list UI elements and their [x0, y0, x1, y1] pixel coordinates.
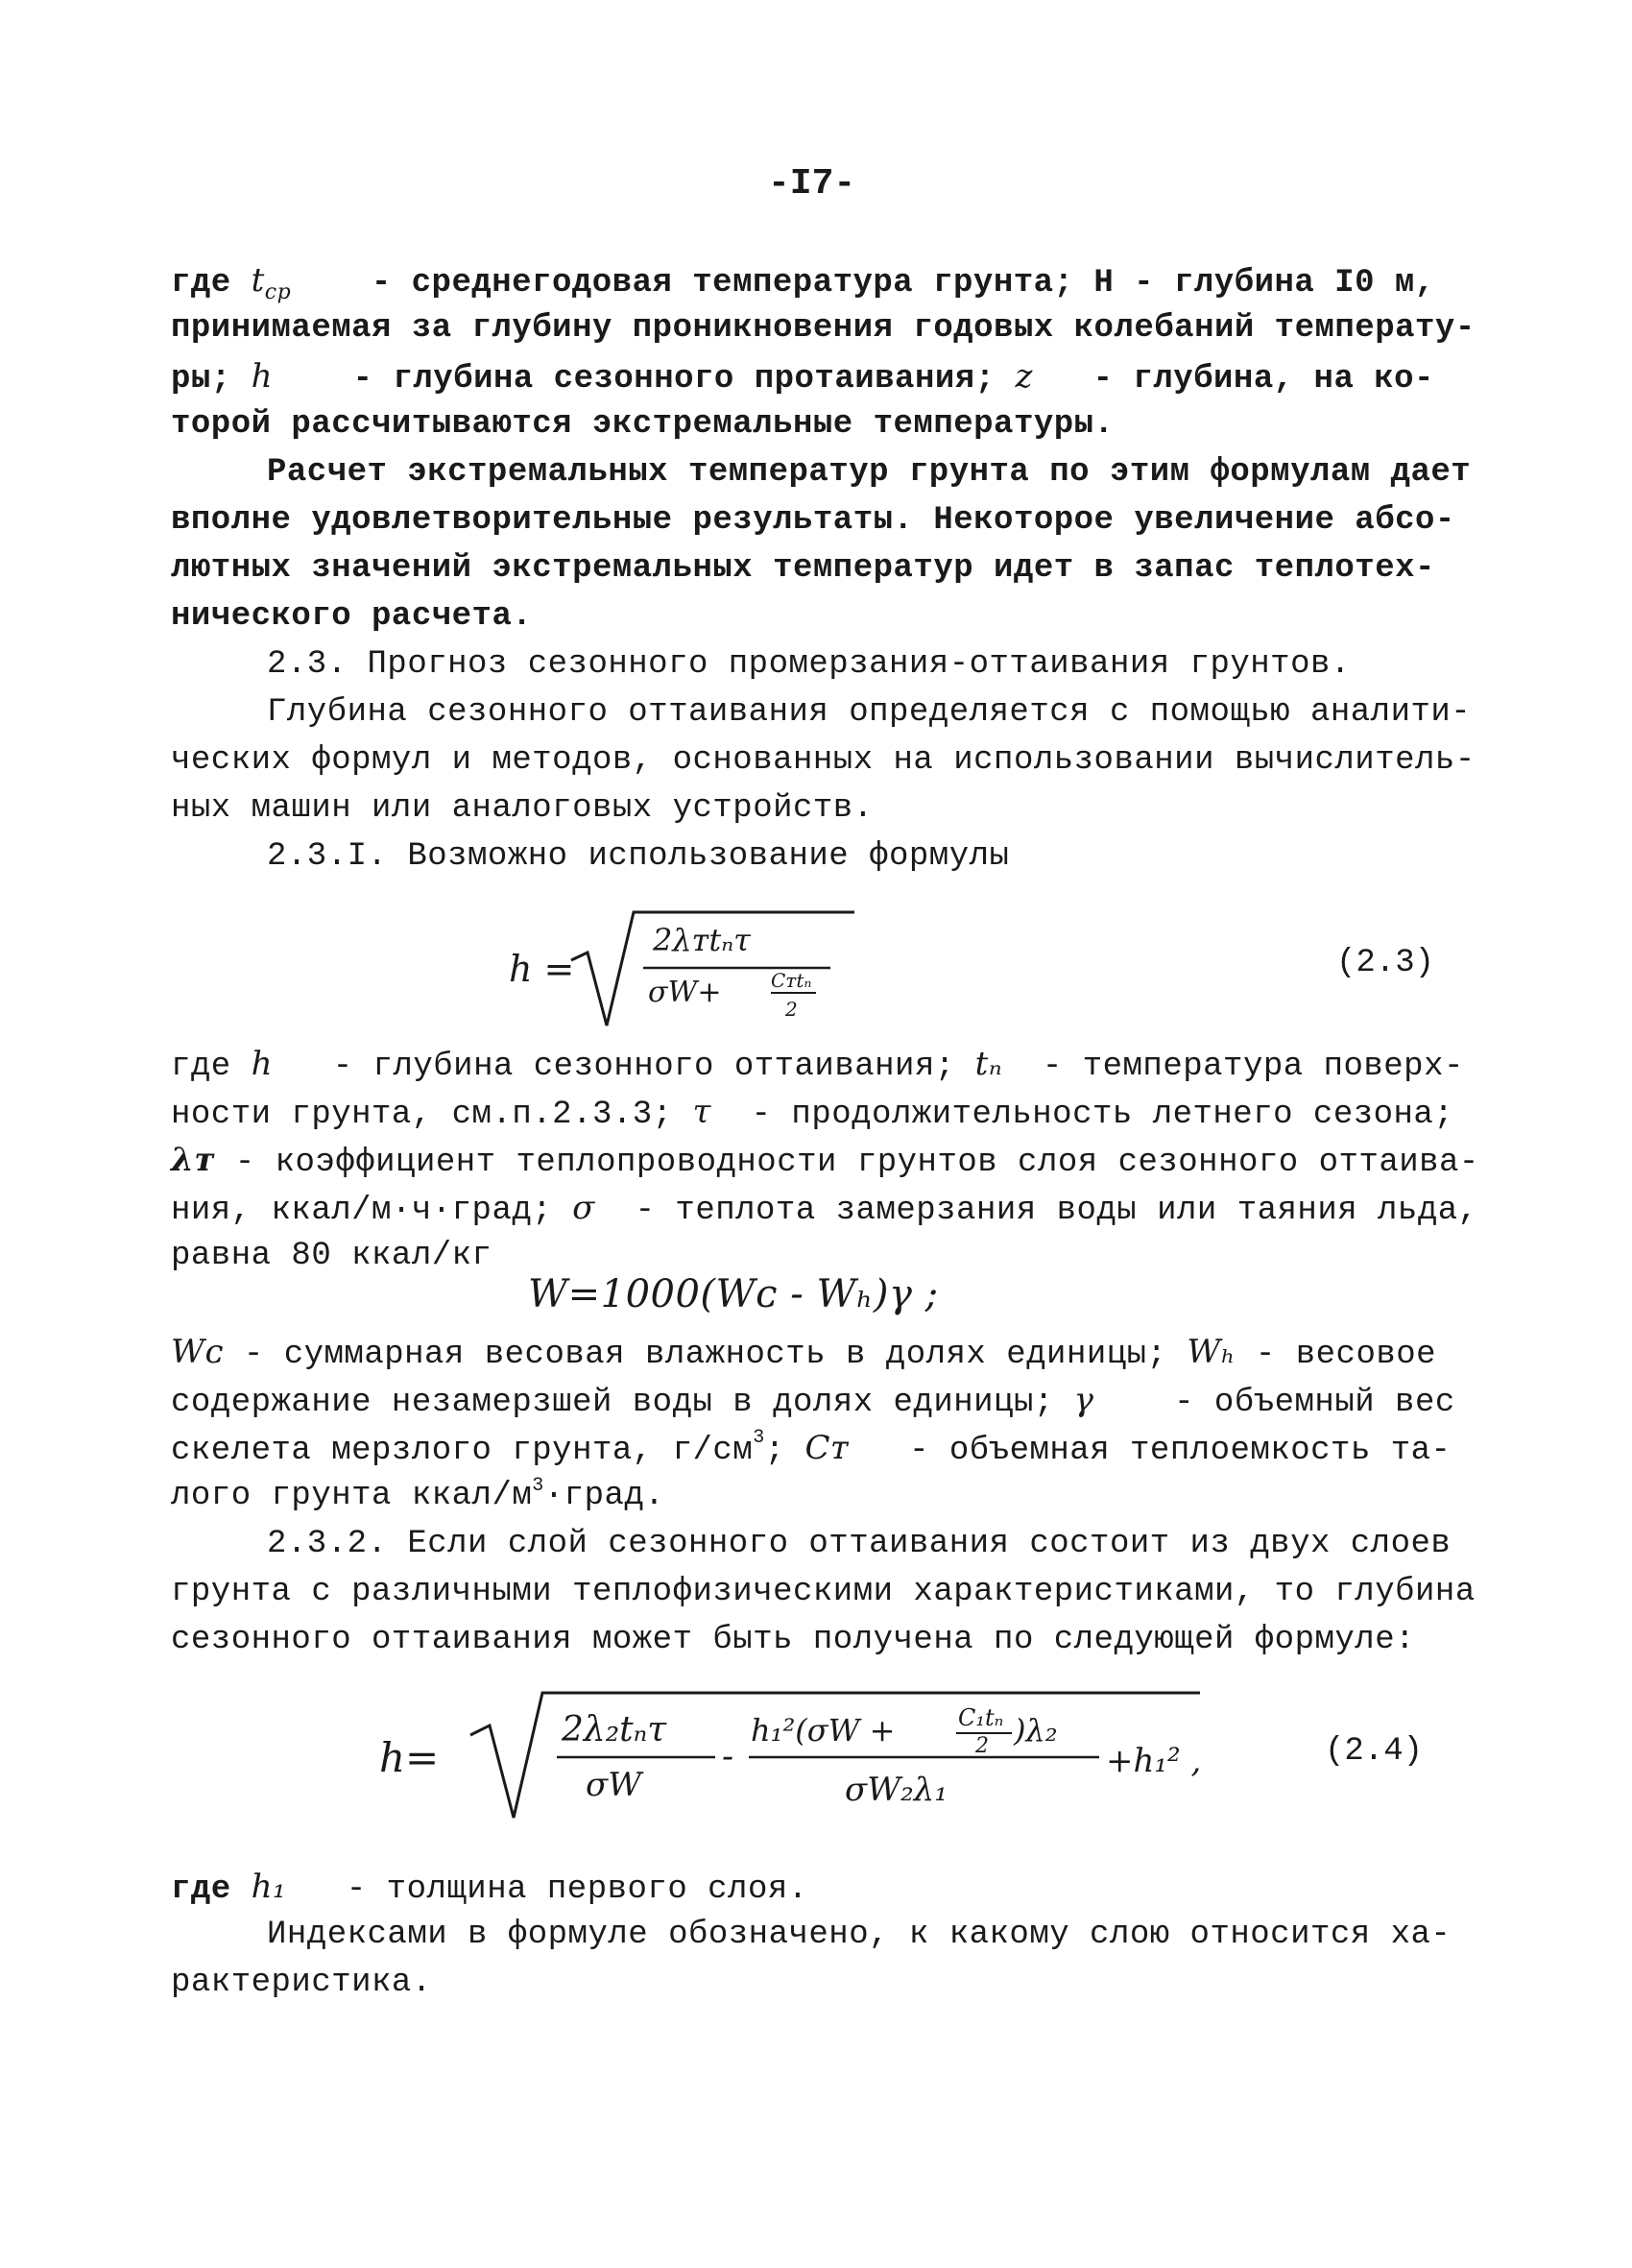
p5-line2: содержание незамерзшей воды в долях единицы; γ - объемный вес: [171, 1381, 1455, 1421]
symbol-wc: Wᴄ: [171, 1333, 224, 1371]
symbol-sigma: σ: [572, 1189, 595, 1227]
svg-text:h₁²(σW +: h₁²(σW +: [751, 1712, 896, 1749]
symbol-tn: tₙ: [974, 1045, 1003, 1083]
p5-line1: Wᴄ - суммарная весовая влажность в долях единицы; Wₕ - весовое: [171, 1333, 1437, 1373]
svg-text:2λ₂tₙτ: 2λ₂tₙτ: [562, 1710, 667, 1749]
p3-line1: Глубина сезонного оттаивания определяется с помощью аналити-: [267, 694, 1472, 731]
p6-line2: Индексами в формуле обозначено, к какому слою относится ха-: [267, 1917, 1452, 1953]
svg-text:-: -: [722, 1737, 734, 1776]
svg-text:2λᴛtₙτ: 2λᴛtₙτ: [653, 922, 751, 958]
svg-text:)λ₂: )λ₂: [1014, 1712, 1058, 1749]
p2-line2: вполне удовлетворительные результаты. Некоторое увеличение абсо-: [171, 502, 1455, 539]
formula-2-3: [499, 893, 883, 1037]
section-2-3-2-line2: грунта с различными теплофизическими характеристиками, то глубина: [171, 1574, 1476, 1610]
p2-line4: нического расчета.: [171, 598, 533, 635]
symbol-tau: τ: [692, 1093, 711, 1131]
p4-line3: λᴛ - коэффициент теплопроводности грунтов слоя сезонного оттаива-: [171, 1141, 1479, 1181]
p2-line1: Расчет экстремальных температур грунта по этим формулам дает: [267, 454, 1472, 491]
symbol-z: z: [1015, 357, 1033, 396]
page-number: -I7-: [768, 163, 856, 205]
p4-line4: ния, ккал/м·ч·град; σ - теплота замерзания воды или таяния льда,: [171, 1189, 1478, 1229]
section-2-3-heading: 2.3. Прогноз сезонного промерзания-оттаивания грунтов.: [267, 646, 1351, 683]
symbol-h: h: [251, 357, 274, 396]
p3-line2: ческих формул и методов, основанных на использовании вычислитель-: [171, 742, 1476, 779]
svg-text:σW: σW: [586, 1766, 642, 1804]
formula-w: W=1000(Wᴄ - Wₕ)γ ;: [528, 1272, 939, 1316]
p1-line1: где $t_{ср}$ - среднегодовая температура грунта; Н - глубина I0 м,: [171, 261, 1435, 304]
svg-text:Cᴛtₙ: Cᴛtₙ: [771, 969, 812, 992]
symbol-h1: h₁: [251, 1868, 287, 1906]
symbol-wh: Wₕ: [1187, 1333, 1236, 1371]
p1-line2: принимаемая за глубину проникновения годовых колебаний температу-: [171, 310, 1476, 347]
svg-text:+h₁² ,: +h₁² ,: [1106, 1742, 1202, 1780]
svg-text:h =: h =: [509, 948, 575, 990]
p1-line3: ры; h - глубина сезонного протаивания; z - глубина, на ко-: [171, 357, 1434, 398]
svg-text:C₁tₙ: C₁tₙ: [958, 1704, 1004, 1731]
symbol-ct: Cᴛ: [804, 1429, 850, 1467]
equation-number-2-3: (2.3): [1336, 945, 1435, 981]
svg-text:σW₂λ₁: σW₂λ₁: [845, 1771, 948, 1809]
p5-line4: лого грунта ккал/$м^3\cdot град$.: [171, 1475, 665, 1514]
equation-number-2-4: (2.4): [1325, 1733, 1424, 1770]
p4-line1: где h - глубина сезонного оттаивания; tₙ - температура поверх-: [171, 1045, 1464, 1085]
svg-text:h=: h=: [379, 1734, 440, 1781]
p6-line3: рактеристика.: [171, 1965, 432, 2001]
p2-line3: лютных значений экстремальных температур идет в запас теплотех-: [171, 550, 1435, 587]
svg-text:σW+: σW+: [648, 976, 722, 1009]
p1-line4: торой рассчитываются экстремальные температуры.: [171, 406, 1115, 443]
symbol-gamma: γ: [1073, 1381, 1094, 1419]
section-2-3-2-line3: сезонного оттаивания может быть получена по следующей формуле:: [171, 1622, 1416, 1658]
p4-line5: равна 80 ккал/кг: [171, 1238, 492, 1274]
symbol-h: h: [251, 1045, 274, 1083]
p5-line3: скелета мерзлого грунта, $г/см^3$; Cᴛ - объемная теплоемкость та-: [171, 1427, 1452, 1469]
section-2-3-2-line1: 2.3.2. Если слой сезонного оттаивания состоит из двух слоев: [267, 1526, 1452, 1562]
svg-text:2: 2: [975, 1734, 989, 1758]
symbol-lambda-t: λᴛ: [171, 1141, 215, 1179]
p6-line1: где h₁ - толщина первого слоя.: [171, 1868, 808, 1908]
formula-2-4: [374, 1676, 1238, 1829]
symbol-t-cp: $t_{ср}$: [251, 261, 292, 304]
p4-line2: ности грунта, см.п.2.3.3; τ - продолжительность летнего сезона;: [171, 1093, 1454, 1133]
svg-text:2: 2: [785, 998, 798, 1021]
p3-line3: ных машин или аналоговых устройств.: [171, 790, 874, 827]
section-2-3-1-heading: 2.3.I. Возможно использование формулы: [267, 838, 1010, 875]
